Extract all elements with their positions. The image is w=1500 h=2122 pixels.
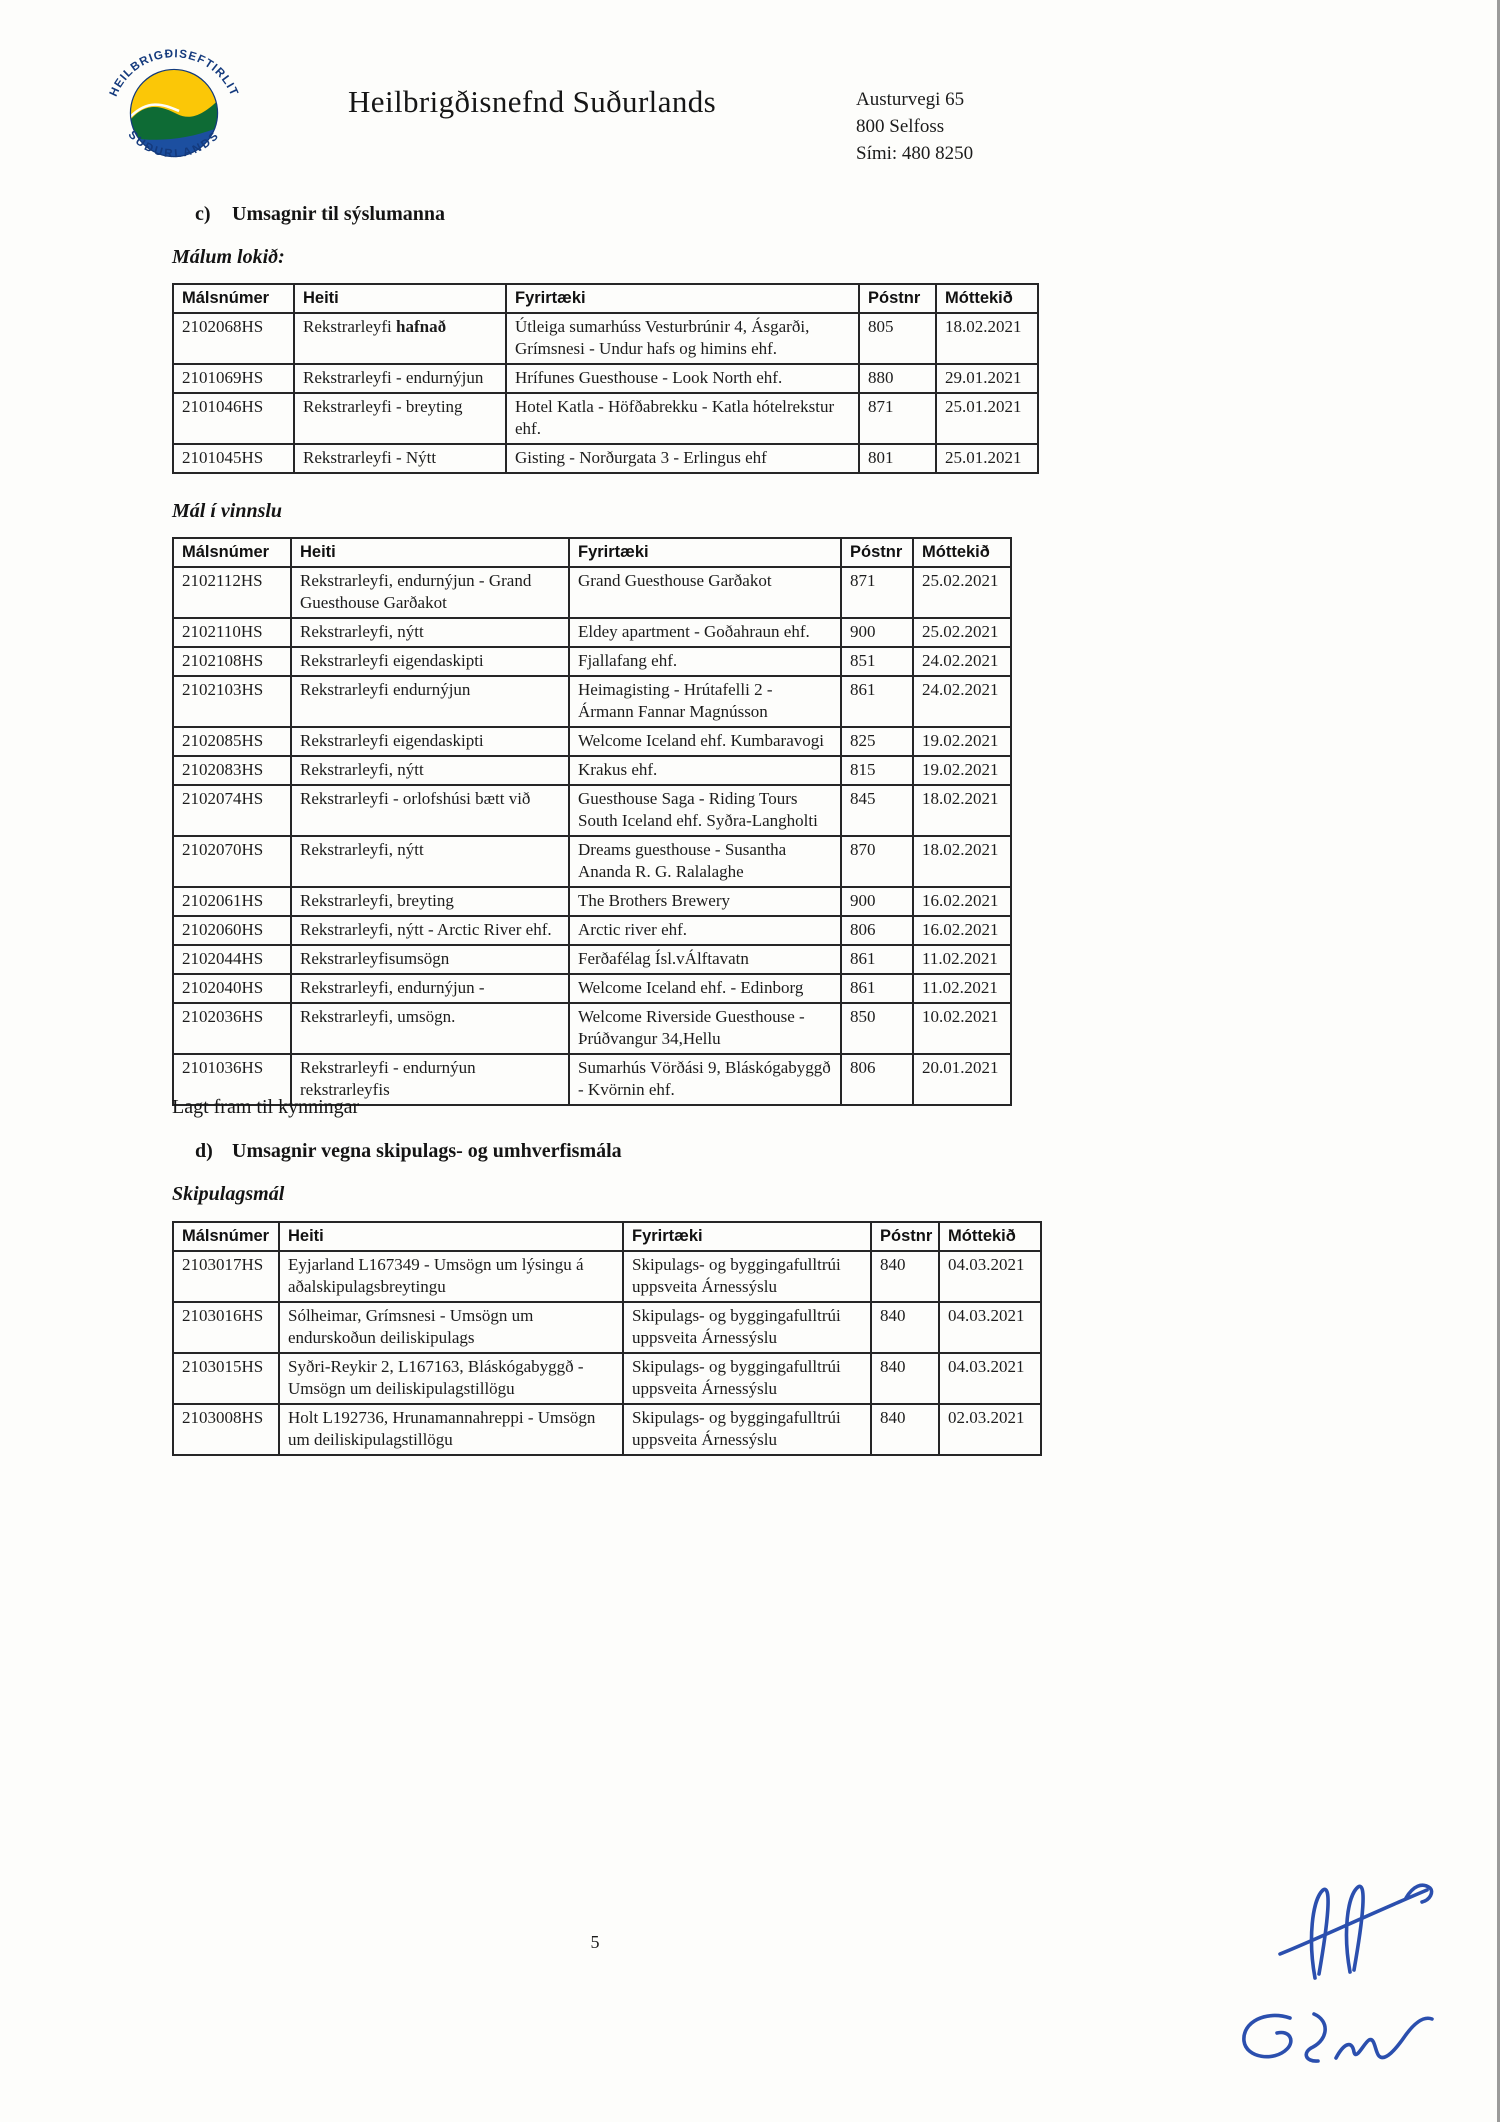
table-cell: 806 — [841, 1054, 913, 1105]
table-cell: Dreams guesthouse - Susantha Ananda R. G. Ralalaghe — [569, 836, 841, 887]
table-cell: Ferðafélag Ísl.vÁlftavatn — [569, 945, 841, 974]
table-cell: Rekstrarleyfi - breyting — [294, 393, 506, 444]
table-cell: 2102108HS — [173, 647, 291, 676]
table-cell: 850 — [841, 1003, 913, 1054]
handwritten-signatures — [1210, 1860, 1480, 2100]
table-cell: Arctic river ehf. — [569, 916, 841, 945]
table-cell: 18.02.2021 — [913, 836, 1011, 887]
table-row — [173, 974, 1011, 1003]
table-cell: Rekstrarleyfi, endurnýjun - Grand Guesthouse Garðakot — [291, 567, 569, 618]
table-row — [173, 1302, 1041, 1353]
column-header: Málsnúmer — [173, 284, 294, 313]
table-malum-lokid — [172, 283, 1039, 474]
table-cell: 02.03.2021 — [939, 1404, 1041, 1455]
table-cell: Sólheimar, Grímsnesi - Umsögn um endurskoðun deiliskipulags — [279, 1302, 623, 1353]
table-row — [173, 676, 1011, 727]
table-cell: 2101036HS — [173, 1054, 291, 1105]
column-header: Málsnúmer — [173, 1222, 279, 1251]
table-cell: Rekstrarleyfi, nýtt — [291, 756, 569, 785]
table-header-row — [173, 284, 1038, 313]
table-cell: Rekstrarleyfi endurnýjun — [291, 676, 569, 727]
table-row — [173, 1353, 1041, 1404]
table-cell: 25.02.2021 — [913, 567, 1011, 618]
table-cell: 18.02.2021 — [936, 313, 1038, 364]
subsection-skipulagsmal-title: Skipulagsmál — [172, 1183, 285, 1205]
table-cell: 861 — [841, 676, 913, 727]
table-cell: 18.02.2021 — [913, 785, 1011, 836]
table-cell: Rekstrarleyfi, nýtt — [291, 618, 569, 647]
table-cell: 24.02.2021 — [913, 676, 1011, 727]
signature-initials-lower — [1244, 2014, 1432, 2061]
section-d-label: d) — [195, 1140, 213, 1162]
table-cell: 880 — [859, 364, 936, 393]
table-row — [173, 785, 1011, 836]
table-row — [173, 756, 1011, 785]
table-cell: 806 — [841, 916, 913, 945]
table-row — [173, 727, 1011, 756]
column-header: Fyrirtæki — [569, 538, 841, 567]
column-header: Málsnúmer — [173, 538, 291, 567]
table-cell: 2103016HS — [173, 1302, 279, 1353]
table-row — [173, 444, 1038, 473]
table-row — [173, 618, 1011, 647]
table-cell: Rekstrarleyfi, endurnýjun - — [291, 974, 569, 1003]
table-cell: Rekstrarleyfi eigendaskipti — [291, 647, 569, 676]
table-cell: 840 — [871, 1404, 939, 1455]
table-cell: Rekstrarleyfi, breyting — [291, 887, 569, 916]
section-d-title: Umsagnir vegna skipulags- og umhverfismála — [232, 1140, 622, 1162]
column-header: Póstnr — [841, 538, 913, 567]
address-line-street: Austurvegi 65 — [856, 89, 965, 110]
table-cell: Skipulags- og byggingafulltrúi uppsveita Árnessýslu — [623, 1353, 871, 1404]
table-cell: 2102070HS — [173, 836, 291, 887]
table-cell: 801 — [859, 444, 936, 473]
table-cell: Krakus ehf. — [569, 756, 841, 785]
organization-title: Heilbrigðisnefnd Suðurlands — [348, 84, 717, 119]
table-cell: 24.02.2021 — [913, 647, 1011, 676]
table-cell: Rekstrarleyfi - orlofshúsi bætt við — [291, 785, 569, 836]
logo-arc-text-top: HEILBRIGÐISEFTIRLIT — [106, 47, 242, 99]
table-cell: 871 — [841, 567, 913, 618]
table-cell: Fjallafang ehf. — [569, 647, 841, 676]
table-row — [173, 836, 1011, 887]
table-cell: Rekstrarleyfi, nýtt — [291, 836, 569, 887]
table-cell: Rekstrarleyfi - Nýtt — [294, 444, 506, 473]
table-cell: Syðri-Reykir 2, L167163, Bláskógabyggð - Umsögn um deiliskipulagstillögu — [279, 1353, 623, 1404]
table-cell: 11.02.2021 — [913, 945, 1011, 974]
table-cell: 845 — [841, 785, 913, 836]
column-header: Móttekið — [939, 1222, 1041, 1251]
table-cell: 04.03.2021 — [939, 1251, 1041, 1302]
table-cell: 29.01.2021 — [936, 364, 1038, 393]
table-cell: Skipulags- og byggingafulltrúi uppsveita Árnessýslu — [623, 1302, 871, 1353]
column-header: Fyrirtæki — [623, 1222, 871, 1251]
table-cell: Holt L192736, Hrunamannahreppi - Umsögn um deiliskipulagstillögu — [279, 1404, 623, 1455]
column-header: Fyrirtæki — [506, 284, 859, 313]
section-d-heading — [195, 1140, 622, 1163]
table-cell: 2101046HS — [173, 393, 294, 444]
table-header-row — [173, 538, 1011, 567]
section-c-label: c) — [195, 203, 211, 225]
table-cell: Rekstrarleyfi - endurnýjun — [294, 364, 506, 393]
subsection-mal-i-vinnslu-title: Mál í vinnslu — [172, 500, 283, 522]
table-cell: 11.02.2021 — [913, 974, 1011, 1003]
table-cell: Hrífunes Guesthouse - Look North ehf. — [506, 364, 859, 393]
section-c-title: Umsagnir til sýslumanna — [232, 203, 446, 225]
table-cell: 2103017HS — [173, 1251, 279, 1302]
table-cell: 25.01.2021 — [936, 393, 1038, 444]
table-cell: 2102061HS — [173, 887, 291, 916]
table-row — [173, 1251, 1041, 1302]
table-header-row — [173, 1222, 1041, 1251]
table-cell: 900 — [841, 887, 913, 916]
table-row — [173, 916, 1011, 945]
table-row — [173, 364, 1038, 393]
column-header: Póstnr — [859, 284, 936, 313]
logo-arc-text-bottom: SUÐURLANDS — [125, 128, 223, 161]
table-cell: Skipulags- og byggingafulltrúi uppsveita Árnessýslu — [623, 1404, 871, 1455]
table-row — [173, 1404, 1041, 1455]
organization-logo — [98, 36, 250, 188]
logo-emblem-icon — [98, 36, 250, 188]
subsection-malum-lokid-title: Málum lokið: — [172, 246, 285, 268]
table-row — [173, 647, 1011, 676]
table-cell: 16.02.2021 — [913, 887, 1011, 916]
table-cell: Grand Guesthouse Garðakot — [569, 567, 841, 618]
table-row — [173, 313, 1038, 364]
table-cell: Útleiga sumarhúss Vesturbrúnir 4, Ásgarði, Grímsnesi - Undur hafs og himins ehf. — [506, 313, 859, 364]
table-cell: 825 — [841, 727, 913, 756]
column-header: Móttekið — [936, 284, 1038, 313]
table-cell: 2102036HS — [173, 1003, 291, 1054]
table-cell: Welcome Riverside Guesthouse - Þrúðvangur 34,Hellu — [569, 1003, 841, 1054]
table-cell: 16.02.2021 — [913, 916, 1011, 945]
table-row — [173, 1003, 1011, 1054]
column-header: Móttekið — [913, 538, 1011, 567]
table-cell: 2102044HS — [173, 945, 291, 974]
table-cell: Skipulags- og byggingafulltrúi uppsveita Árnessýslu — [623, 1251, 871, 1302]
table-cell: 04.03.2021 — [939, 1302, 1041, 1353]
address-block — [856, 86, 973, 167]
table-cell: Eldey apartment - Goðahraun ehf. — [569, 618, 841, 647]
table-cell: 25.02.2021 — [913, 618, 1011, 647]
table-skipulagsmal — [172, 1221, 1042, 1456]
table-cell: The Brothers Brewery — [569, 887, 841, 916]
table-cell: 2103015HS — [173, 1353, 279, 1404]
signature-initials-upper — [1280, 1885, 1432, 1978]
table-cell: 2103008HS — [173, 1404, 279, 1455]
table-cell: 840 — [871, 1302, 939, 1353]
table-cell: Sumarhús Vörðási 9, Bláskógabyggð - Kvörnin ehf. — [569, 1054, 841, 1105]
table-cell: 870 — [841, 836, 913, 887]
table-cell: 19.02.2021 — [913, 756, 1011, 785]
section-c-heading — [195, 203, 445, 226]
table-cell: Heimagisting - Hrútafelli 2 - Ármann Fannar Magnússon — [569, 676, 841, 727]
table-cell: 10.02.2021 — [913, 1003, 1011, 1054]
address-line-city: 800 Selfoss — [856, 116, 945, 137]
table-cell: 04.03.2021 — [939, 1353, 1041, 1404]
page-number: 5 — [590, 1932, 600, 1952]
table-cell: 2102103HS — [173, 676, 291, 727]
table-cell: 871 — [859, 393, 936, 444]
column-header: Póstnr — [871, 1222, 939, 1251]
table-row — [173, 567, 1011, 618]
table-cell: 19.02.2021 — [913, 727, 1011, 756]
table-cell: 2102068HS — [173, 313, 294, 364]
table-row — [173, 887, 1011, 916]
column-header: Heiti — [294, 284, 506, 313]
note-lagt-fram: Lagt fram til kynningar — [172, 1096, 360, 1118]
table-cell: 861 — [841, 974, 913, 1003]
address-line-phone: Sími: 480 8250 — [856, 143, 974, 164]
table-cell: Rekstrarleyfi eigendaskipti — [291, 727, 569, 756]
column-header: Heiti — [291, 538, 569, 567]
table-cell: 25.01.2021 — [936, 444, 1038, 473]
table-cell: 840 — [871, 1251, 939, 1302]
table-cell: 840 — [871, 1353, 939, 1404]
table-cell: Welcome Iceland ehf. Kumbaravogi — [569, 727, 841, 756]
table-cell: Guesthouse Saga - Riding Tours South Iceland ehf. Syðra-Langholti — [569, 785, 841, 836]
table-cell: Rekstrarleyfi - endurnýun rekstrarleyfis — [291, 1054, 569, 1105]
table-cell: Rekstrarleyfi, umsögn. — [291, 1003, 569, 1054]
column-header: Heiti — [279, 1222, 623, 1251]
table-cell: Rekstrarleyfisumsögn — [291, 945, 569, 974]
table-mal-i-vinnslu — [172, 537, 1012, 1106]
table-cell: Hotel Katla - Höfðabrekku - Katla hótelrekstur ehf. — [506, 393, 859, 444]
table-cell: 2101045HS — [173, 444, 294, 473]
table-cell: 815 — [841, 756, 913, 785]
table-cell: 2102112HS — [173, 567, 291, 618]
table-cell: 2102040HS — [173, 974, 291, 1003]
table-cell: Rekstrarleyfi, nýtt - Arctic River ehf. — [291, 916, 569, 945]
table-cell: 2102110HS — [173, 618, 291, 647]
table-cell: 20.01.2021 — [913, 1054, 1011, 1105]
table-cell: 2102060HS — [173, 916, 291, 945]
table-cell: Welcome Iceland ehf. - Edinborg — [569, 974, 841, 1003]
table-cell: 851 — [841, 647, 913, 676]
table-cell: 861 — [841, 945, 913, 974]
table-row — [173, 393, 1038, 444]
table-row — [173, 945, 1011, 974]
table-cell: 2102083HS — [173, 756, 291, 785]
table-cell: Eyjarland L167349 - Umsögn um lýsingu á aðalskipulagsbreytingu — [279, 1251, 623, 1302]
table-cell: 900 — [841, 618, 913, 647]
table-cell: 805 — [859, 313, 936, 364]
table-cell: 2102074HS — [173, 785, 291, 836]
table-cell: Gisting - Norðurgata 3 - Erlingus ehf — [506, 444, 859, 473]
table-cell: 2101069HS — [173, 364, 294, 393]
table-cell: Rekstrarleyfi hafnað — [294, 313, 506, 364]
table-cell: 2102085HS — [173, 727, 291, 756]
